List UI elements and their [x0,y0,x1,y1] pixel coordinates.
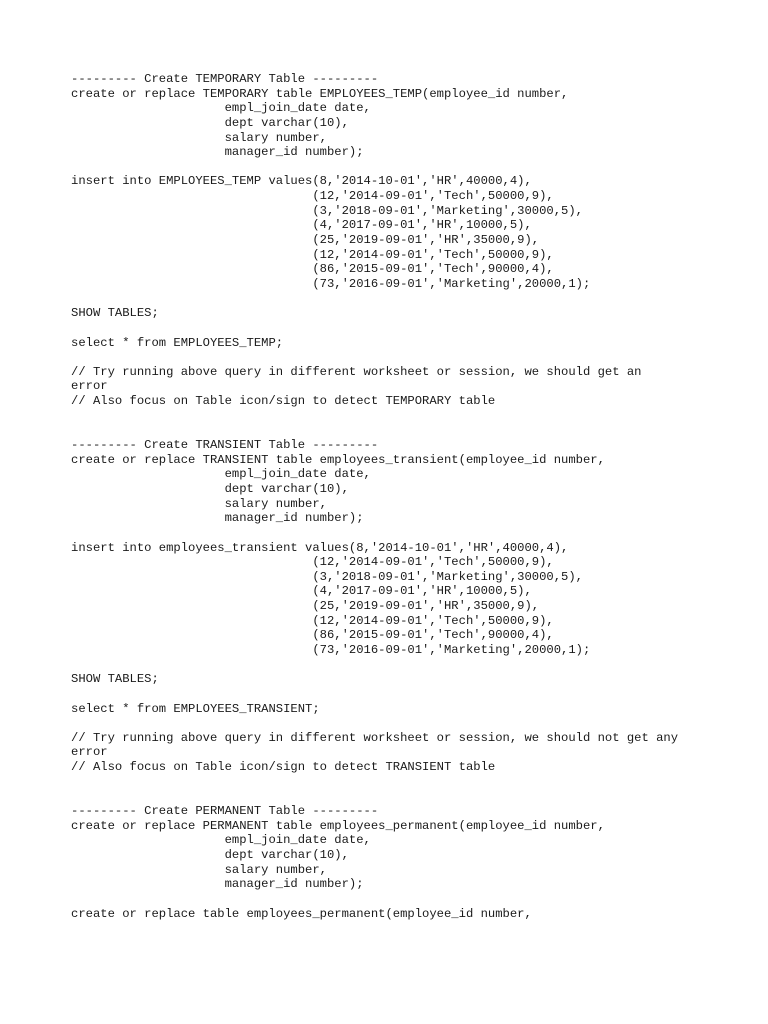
code-line: (3,'2018-09-01','Marketing',30000,5), [71,203,583,218]
code-line: empl_join_date date, [71,101,371,116]
code-line: // Try running above query in different worksheet or session, we should get an [71,364,642,379]
code-line: salary number, [71,862,327,877]
code-line: (73,'2016-09-01','Marketing',20000,1); [71,276,591,291]
code-line: (25,'2019-09-01','HR',35000,9), [71,233,540,248]
code-line: (4,'2017-09-01','HR',10000,5), [71,584,532,599]
code-line: empl_join_date date, [71,467,371,482]
code-line: select * from EMPLOYEES_TEMP; [71,335,284,350]
code-line: --------- Create PERMANENT Table --------- [71,804,379,819]
code-line: error [71,745,108,760]
code-line: (4,'2017-09-01','HR',10000,5), [71,218,532,233]
code-line: create or replace PERMANENT table employees_permanent(employee_id number, [71,818,605,833]
code-line: empl_join_date date, [71,833,371,848]
code-line [71,716,678,731]
code-line: insert into EMPLOYEES_TEMP values(8,'2014-10-01','HR',40000,4), [71,174,532,189]
code-line: (25,'2019-09-01','HR',35000,9), [71,599,540,614]
code-line: (73,'2016-09-01','Marketing',20000,1); [71,642,591,657]
code-line [71,775,678,790]
code-line [71,892,678,907]
code-line: manager_id number); [71,511,364,526]
code-line: --------- Create TEMPORARY Table --------- [71,72,379,86]
code-line: salary number, [71,496,327,511]
code-line: (12,'2014-09-01','Tech',50000,9), [71,247,554,262]
code-line [71,423,678,438]
code-line: (12,'2014-09-01','Tech',50000,9), [71,555,554,570]
code-line: create or replace TEMPORARY table EMPLOYEES_TEMP(employee_id number, [71,86,569,101]
code-line [71,321,678,336]
code-line [71,292,678,307]
code-line: // Also focus on Table icon/sign to detect TRANSIENT table [71,760,496,775]
code-line [71,658,678,673]
code-line: (86,'2015-09-01','Tech',90000,4), [71,262,554,277]
code-line: (12,'2014-09-01','Tech',50000,9), [71,613,554,628]
code-line: // Also focus on Table icon/sign to detect TEMPORARY table [71,394,496,409]
code-line: --------- Create TRANSIENT Table --------- [71,438,379,453]
code-line: SHOW TABLES; [71,672,159,687]
code-line: manager_id number); [71,877,364,892]
code-line: manager_id number); [71,145,364,160]
code-line [71,409,678,424]
code-line [71,789,678,804]
code-line: dept varchar(10), [71,847,349,862]
code-line: error [71,379,108,394]
code-line: (86,'2015-09-01','Tech',90000,4), [71,628,554,643]
code-line: select * from EMPLOYEES_TRANSIENT; [71,701,320,716]
code-line [71,160,678,175]
code-line: (3,'2018-09-01','Marketing',30000,5), [71,569,583,584]
code-line [71,687,678,702]
code-line [71,526,678,541]
code-line: insert into employees_transient values(8,'2014-10-01','HR',40000,4), [71,540,569,555]
code-line: SHOW TABLES; [71,306,159,321]
code-line: create or replace TRANSIENT table employees_transient(employee_id number, [71,452,605,467]
code-line: salary number, [71,130,327,145]
code-line: dept varchar(10), [71,481,349,496]
code-line: // Try running above query in different worksheet or session, we should not get any [71,730,679,745]
code-line: (12,'2014-09-01','Tech',50000,9), [71,189,554,204]
code-line: create or replace table employees_permanent(employee_id number, [71,906,532,921]
code-line: dept varchar(10), [71,115,349,130]
sql-code-block [71,72,678,921]
code-line [71,350,678,365]
